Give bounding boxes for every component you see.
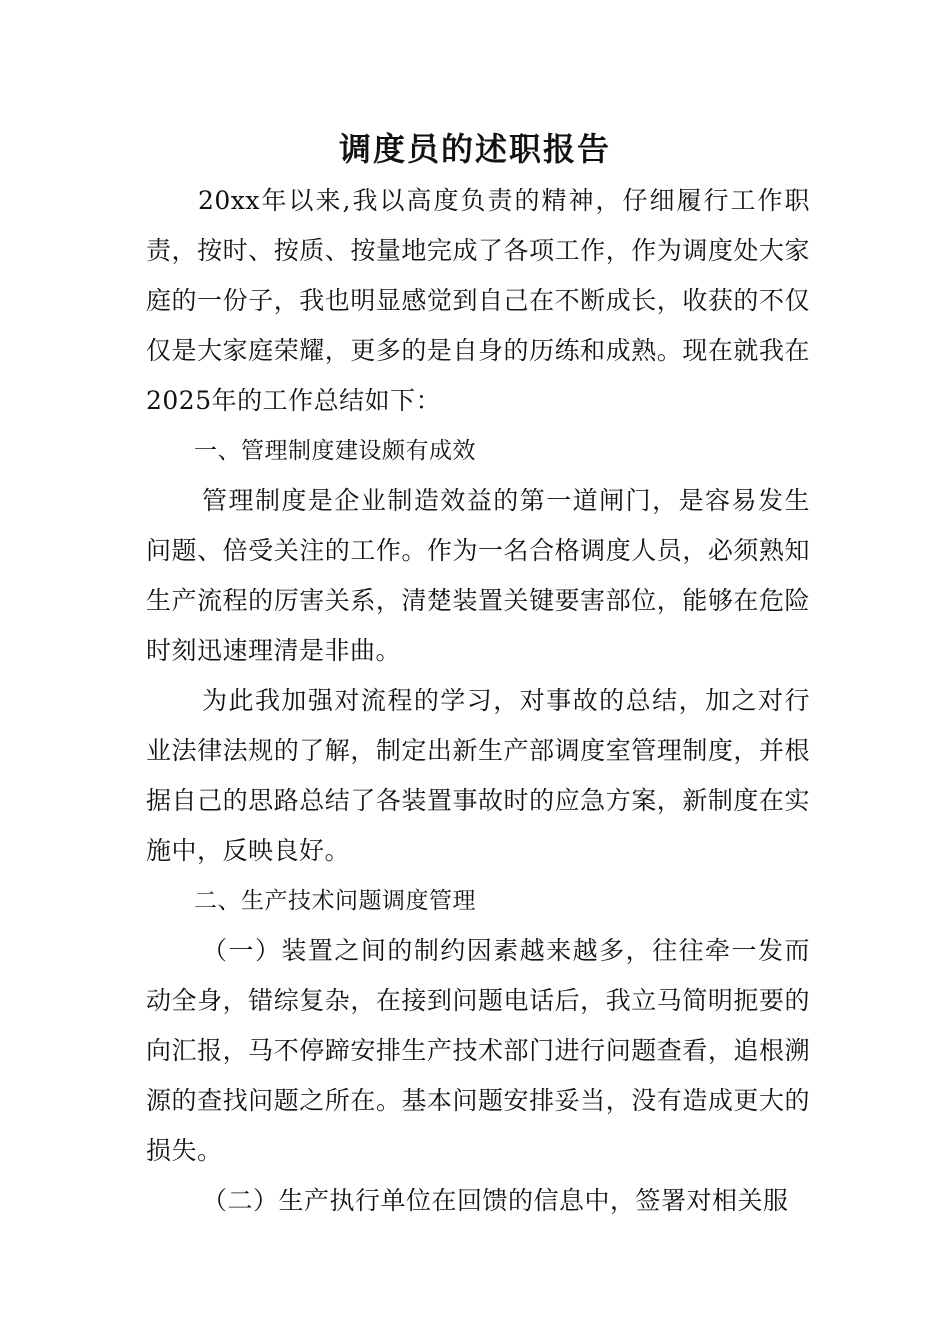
body-paragraph: （一）装置之间的制约因素越来越多，往往牵一发而动全身，错综复杂，在接到问题电话后，我立马简明扼要的向汇报，马不停蹄安排生产技术部门进行问题查看，追根溯源的查找问题之所在。基本问题安排妥当，没有造成更大的损失。 bbox=[146, 936, 810, 1165]
section-heading-2: 二、生产技术问题调度管理 bbox=[194, 888, 476, 914]
body-paragraph: 管理制度是企业制造效益的第一道闸门，是容易发生问题、倍受关注的工作。作为一名合格调度人员，必须熟知生产流程的厉害关系，清楚装置关键要害部位，能够在危险时刻迅速理清是非曲。 bbox=[146, 486, 810, 665]
document-body bbox=[146, 176, 810, 1226]
document-title: 调度员的述职报告 bbox=[338, 130, 611, 168]
body-paragraph: （二）生产执行单位在回馈的信息中，签署对相关服 bbox=[202, 1186, 789, 1215]
section-heading-1: 一、管理制度建设颇有成效 bbox=[194, 438, 476, 464]
body-paragraph: 为此我加强对流程的学习，对事故的总结，加之对行业法律法规的了解，制定出新生产部调度室管理制度，并根据自己的思路总结了各装置事故时的应急方案，新制度在实施中，反映良好。 bbox=[146, 686, 810, 865]
intro-paragraph: 20xx年以来,我以高度负责的精神，仔细履行工作职责，按时、按质、按量地完成了各项工作，作为调度处大家庭的一份子，我也明显感觉到自己在不断成长，收获的不仅仅是大家庭荣耀，更多的是自身的历练和成熟。现在就我在2025年的工作总结如下： bbox=[146, 186, 810, 415]
